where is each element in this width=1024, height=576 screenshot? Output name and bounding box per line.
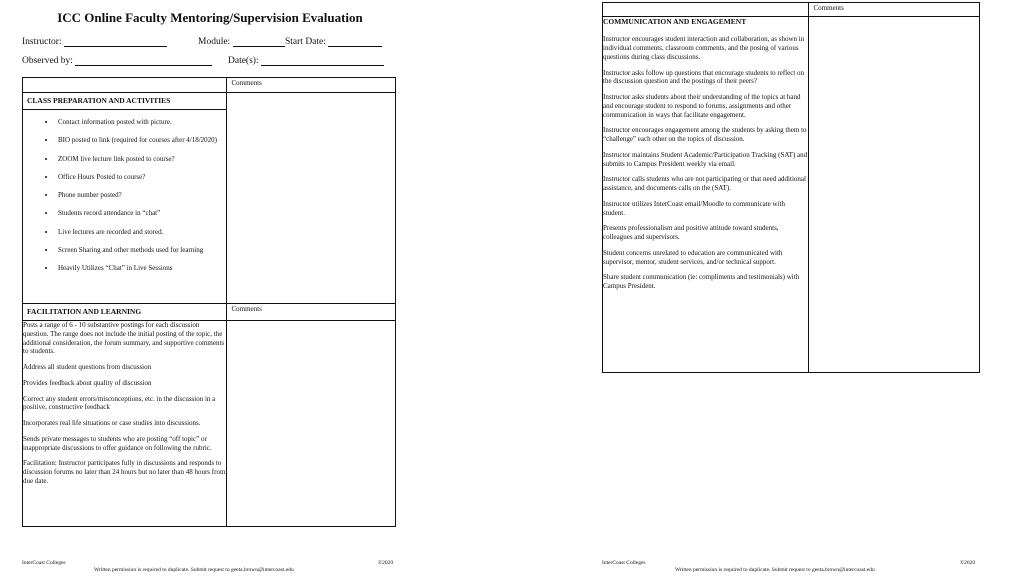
list-item: Share student communication (ie: compliments and testimonials) with Campus President. bbox=[603, 273, 800, 291]
list-item: Facilitation: Instructor participates fully in discussions and responds to discussion forums no later than 24 hours but no later than 48 hours from due date. bbox=[23, 459, 226, 485]
list-item: • BIO posted to link (required for courses after 4/18/2020) bbox=[56, 136, 226, 145]
list-item: Incorporates real life situations or case studies into discussions. bbox=[23, 419, 201, 427]
list-item: Correct any student errors/misconceptions, etc. in the discussion in a positive, constructive feedback bbox=[23, 394, 216, 412]
dates-label: Date(s): bbox=[228, 56, 259, 66]
list-item: Sends private messages to students who are posting “off topic” or inappropriate discussions to offer guidance on following the rubric. bbox=[23, 434, 212, 452]
form-title: ICC Online Faculty Mentoring/Supervision Evaluation bbox=[57, 10, 363, 25]
footer-org: InterCoast Colleges bbox=[602, 560, 646, 566]
list-item: Address all student questions from discussion bbox=[23, 363, 152, 371]
footer-year: ©2020 bbox=[960, 560, 976, 566]
footer-year: ©2020 bbox=[378, 560, 394, 566]
list-item: Posts a range of 6 - 10 substantive postings for each discussion question. The range does not include the initial posting of the topic, the additional consideration, the forum summary, and supportive comments to students. bbox=[23, 321, 225, 356]
footer-org: InterCoast Colleges bbox=[22, 560, 66, 566]
observed-by-input-line[interactable] bbox=[75, 56, 212, 66]
evaluation-table-left bbox=[22, 77, 396, 527]
observed-by-label: Observed by: bbox=[22, 56, 73, 66]
dates-field-row bbox=[228, 56, 384, 66]
form-page-1 bbox=[0, 0, 420, 576]
list-item: Instructor encourages engagement among the students by asking them to “challenge” each other on the topics of discussion. bbox=[603, 126, 807, 144]
observed-by-field-row bbox=[22, 56, 212, 66]
facilitation-heading: FACILITATION AND LEARNING bbox=[23, 304, 227, 321]
list-item: • Screen Sharing and other methods used for learning bbox=[56, 246, 226, 255]
comments-header: Comments bbox=[227, 304, 396, 321]
module-label: Module: bbox=[198, 37, 231, 47]
instructor-label: Instructor: bbox=[22, 37, 62, 47]
footer-notice: Written permission is required to duplicate. Submit request to geeta.brown@intercoast.edu bbox=[675, 567, 875, 573]
communication-list-cell bbox=[603, 17, 809, 373]
module-field-row bbox=[198, 37, 285, 47]
list-item: • Contact information posted with picture. bbox=[56, 118, 226, 127]
comments-header: Comments bbox=[809, 3, 980, 17]
list-item: Instructor encourages student interaction and collaboration, as shown in individual comments, classroom comments, and the posing of various questions during class discussions. bbox=[603, 35, 805, 61]
footer-notice: Written permission is required to duplicate. Submit request to geeta.brown@intercoast.edu bbox=[94, 567, 294, 573]
list-item: Instructor calls students who are not participating or that need additional assistance, and documents calls on the (SAT). bbox=[603, 175, 806, 193]
facilitation-list-cell bbox=[23, 321, 227, 527]
list-item: • Heavily Utilizes “Chat” in Live Sessions bbox=[56, 264, 226, 273]
list-item: Instructor asks follow up questions that encourage students to reflect on the discussion question and the postings of their peers? bbox=[603, 68, 805, 86]
list-item: • Live lectures are recorded and stored. bbox=[56, 228, 226, 237]
facilitation-comments-cell[interactable] bbox=[227, 321, 396, 527]
comments-header: Comments bbox=[227, 78, 396, 93]
start-date-field-row bbox=[285, 37, 382, 47]
list-item: Instructor maintains Student Academic/Participation Tracking (SAT) and submits to Campus President weekly via email. bbox=[603, 150, 808, 168]
class-prep-list-cell bbox=[23, 110, 227, 304]
communication-comments-cell[interactable] bbox=[809, 17, 980, 373]
dates-input-line[interactable] bbox=[261, 56, 384, 66]
list-item: Presents professionalism and positive attitude toward students, colleagues and supervisors. bbox=[603, 224, 779, 242]
module-input-line[interactable] bbox=[233, 37, 285, 47]
instructor-field-row bbox=[22, 37, 167, 47]
start-date-label: Start Date: bbox=[285, 37, 326, 47]
form-page-2 bbox=[580, 0, 1024, 576]
evaluation-table-right bbox=[602, 2, 980, 373]
list-item: • Phone number posted? bbox=[56, 191, 226, 200]
list-item: • Students record attendance in “chat” bbox=[56, 209, 226, 218]
list-item: Provides feedback about quality of discussion bbox=[23, 378, 152, 387]
communication-heading: COMMUNICATION AND ENGAGEMENT bbox=[603, 17, 747, 26]
list-item: Instructor asks students about their understanding of the topics at hand and encourage student to respond to forums, assignments and other communication in ways that facilitate engagement. bbox=[603, 93, 801, 119]
list-item: • Office Hours Posted to course? bbox=[56, 173, 226, 182]
list-item: Instructor utilizes InterCoast email/Moodle to communicate with student. bbox=[603, 199, 785, 217]
list-item: Student concerns unrelated to education are communicated with supervisor, mentor, student services, and/or technical support. bbox=[603, 248, 783, 266]
list-item: • ZOOM live lecture link posted to course? bbox=[56, 155, 226, 164]
class-prep-heading: CLASS PREPARATION AND ACTIVITIES bbox=[23, 93, 227, 110]
class-prep-comments-cell[interactable] bbox=[227, 93, 396, 304]
start-date-input-line[interactable] bbox=[328, 37, 382, 47]
class-prep-list bbox=[23, 118, 226, 273]
instructor-input-line[interactable] bbox=[64, 37, 167, 47]
